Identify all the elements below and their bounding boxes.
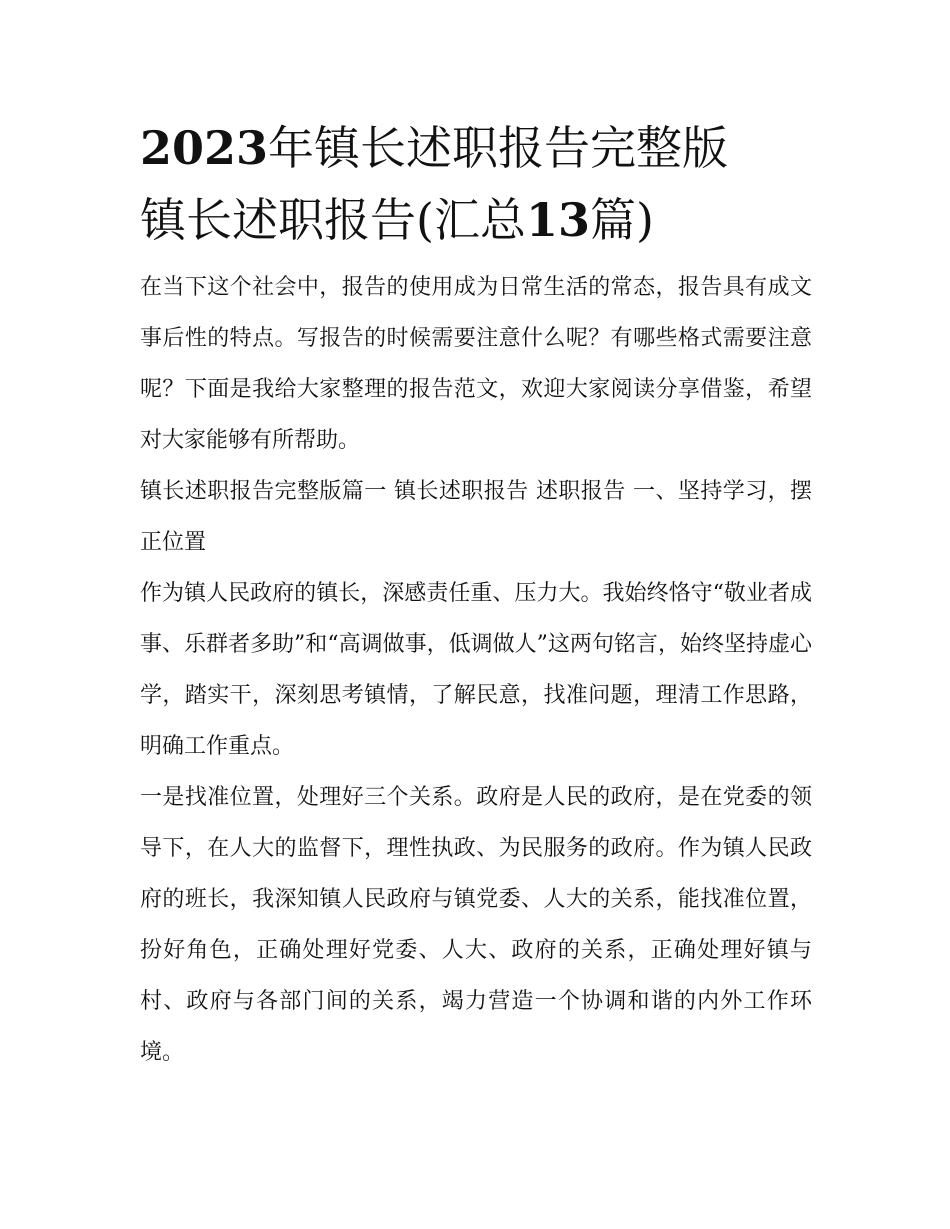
paragraph-intro: 在当下这个社会中，报告的使用成为日常生活的常态，报告具有成文事后性的特点。写报告的时候需要注意什么呢？有哪些格式需要注意呢？下面是我给大家整理的报告范文，欢迎大家阅读分享借鉴，希望对大家能够有所帮助。 <box>140 275 812 453</box>
title-line-1: 2023年镇长述职报告完整版 <box>140 121 729 175</box>
document-page <box>140 116 812 1078</box>
paragraph-section-heading: 镇长述职报告完整版篇一 镇长述职报告 述职报告 一、坚持学习，摆正位置 <box>140 479 812 555</box>
title-line-2: 镇长述职报告(汇总13篇) <box>140 193 654 247</box>
paragraph-relationships: 一是找准位置，处理好三个关系。政府是人民的政府，是在党委的领导下，在人大的监督下，理性执政、为民服务的政府。作为镇人民政府的班长，我深知镇人民政府与镇党委、人大的关系，能找准位置，扮好角色，正确处理好党委、人大、政府的关系，正确处理好镇与村、政府与各部门间的关系，竭力营造一个协调和谐的内外工作环境。 <box>140 785 812 1065</box>
paragraph-role: 作为镇人民政府的镇长，深感责任重、压力大。我始终恪守“敬业者成事、乐群者多助”和“高调做事，低调做人”这两句铭言，始终坚持虚心学，踏实干，深刻思考镇情，了解民意，找准问题，理清工作思路，明确工作重点。 <box>140 581 812 759</box>
document-title <box>140 116 812 252</box>
document-body <box>140 262 812 1078</box>
